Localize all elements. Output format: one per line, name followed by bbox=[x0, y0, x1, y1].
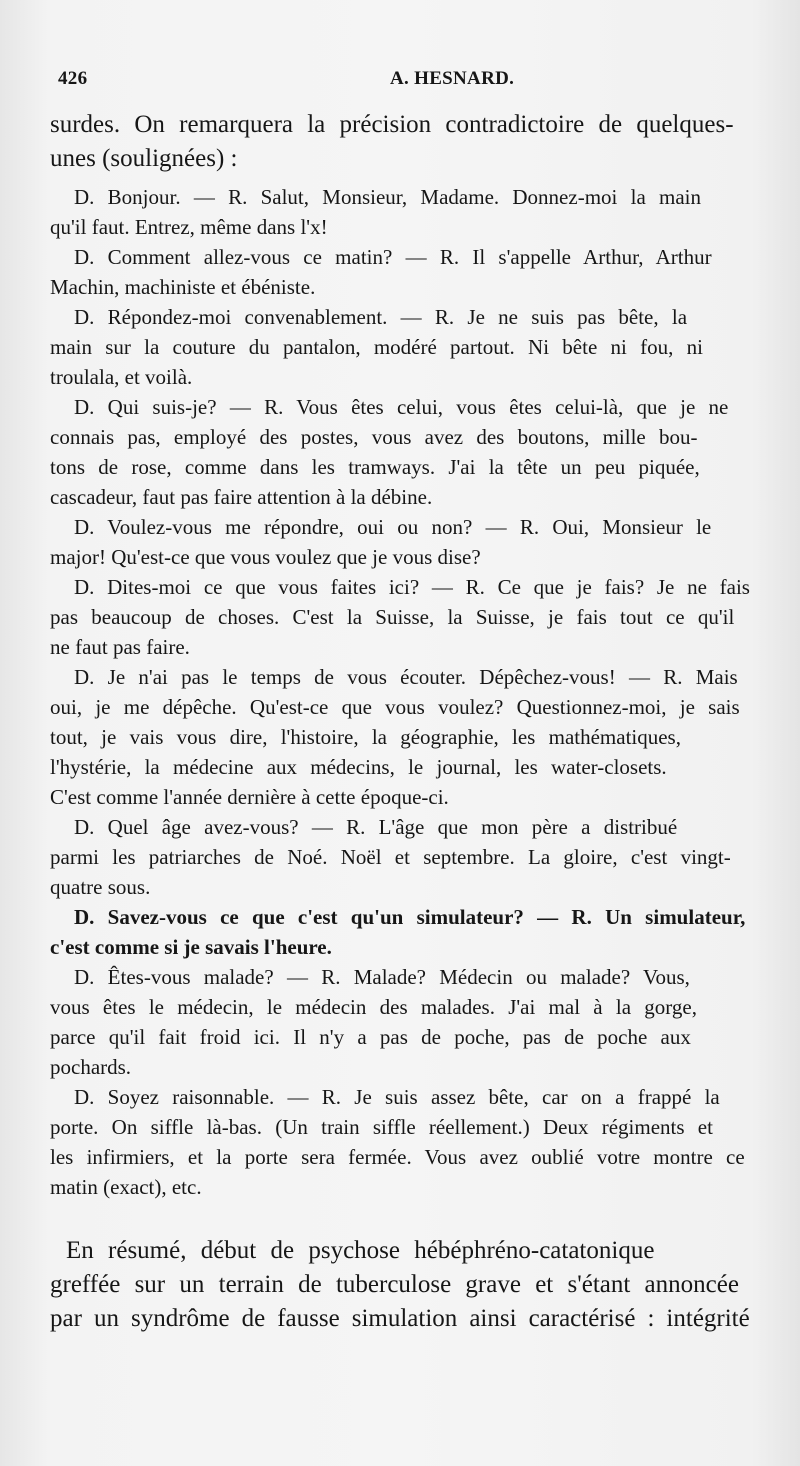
dialogue-line: D. Soyez raisonnable. — R. Je suis assez bête, car on a frappé la bbox=[74, 1085, 720, 1109]
running-head: A. HESNARD. bbox=[390, 68, 515, 89]
summary-line: par un syndrôme de fausse simulation ainsi caractérisé : intégrité bbox=[50, 1305, 750, 1332]
dialogue-line: les infirmiers, et la porte sera fermée. Vous avez oublié votre montre ce bbox=[50, 1145, 745, 1169]
dialogue-line: main sur la couture du pantalon, modéré partout. Ni bête ni fou, ni bbox=[50, 335, 703, 359]
dialogue-line: D. Dites-moi ce que vous faites ici? — R. Ce que je fais? Je ne fais bbox=[74, 575, 750, 599]
dialogue-line: D. Savez-vous ce que c'est qu'un simulateur? — R. Un simulateur, bbox=[74, 905, 746, 929]
dialogue-line: Machin, machiniste et ébéniste. bbox=[50, 275, 316, 299]
dialogue-line: D. Je n'ai pas le temps de vous écouter. Dépêchez-vous! — R. Mais bbox=[74, 665, 738, 689]
dialogue-line: parce qu'il fait froid ici. Il n'y a pas de poche, pas de poche aux bbox=[50, 1025, 691, 1049]
dialogue-line: connais pas, employé des postes, vous avez des boutons, mille bou- bbox=[50, 425, 698, 449]
dialogue-line: cascadeur, faut pas faire attention à la débine. bbox=[50, 485, 433, 509]
dialogue-line: quatre sous. bbox=[50, 875, 151, 899]
dialogue-line: porte. On siffle là-bas. (Un train siffle réellement.) Deux régiments et bbox=[50, 1115, 713, 1139]
dialogue-line: troulala, et voilà. bbox=[50, 365, 193, 389]
dialogue-line: D. Comment allez-vous ce matin? — R. Il s'appelle Arthur, Arthur bbox=[74, 245, 712, 269]
dialogue-line: tons de rose, comme dans les tramways. J'ai la tête un peu piquée, bbox=[50, 455, 700, 479]
dialogue-line: l'hystérie, la médecine aux médecins, le journal, les water-closets. bbox=[50, 755, 667, 779]
dialogue-line: D. Répondez-moi convenablement. — R. Je ne suis pas bête, la bbox=[74, 305, 688, 329]
page-header bbox=[50, 66, 750, 98]
page-number: 426 bbox=[58, 68, 88, 89]
dialogue-line: parmi les patriarches de Noé. Noël et septembre. La gloire, c'est vingt- bbox=[50, 845, 731, 869]
dialogue-line: oui, je me dépêche. Qu'est-ce que vous voulez? Questionnez-moi, je sais bbox=[50, 695, 740, 719]
text-line: unes (soulignées) : bbox=[50, 145, 238, 172]
dialogue-line: vous êtes le médecin, le médecin des malades. J'ai mal à la gorge, bbox=[50, 995, 697, 1019]
dialogue-line: D. Voulez-vous me répondre, oui ou non? — R. Oui, Monsieur le bbox=[74, 515, 712, 539]
dialogue-line: ne faut pas faire. bbox=[50, 635, 190, 659]
dialogue-line: C'est comme l'année dernière à cette époque-ci. bbox=[50, 785, 449, 809]
dialogue-line: pochards. bbox=[50, 1055, 132, 1079]
summary-line: En résumé, début de psychose hébéphréno-catatonique bbox=[66, 1237, 655, 1264]
dialogue-line: tout, je vais vous dire, l'histoire, la géographie, les mathématiques, bbox=[50, 725, 681, 749]
dialogue-line: D. Bonjour. — R. Salut, Monsieur, Madame. Donnez-moi la main bbox=[74, 185, 702, 209]
dialogue-line: qu'il faut. Entrez, même dans l'x! bbox=[50, 215, 328, 239]
dialogue-line: D. Qui suis-je? — R. Vous êtes celui, vous êtes celui-là, que je ne bbox=[74, 395, 729, 419]
dialogue-line: D. Quel âge avez-vous? — R. L'âge que mon père a distribué bbox=[74, 815, 678, 839]
text-line: surdes. On remarquera la précision contradictoire de quelques- bbox=[50, 111, 734, 138]
dialogue-line: D. Êtes-vous malade? — R. Malade? Médecin ou malade? Vous, bbox=[74, 965, 690, 989]
dialogue-line: major! Qu'est-ce que vous voulez que je vous dise? bbox=[50, 545, 481, 569]
dialogue-line: matin (exact), etc. bbox=[50, 1175, 202, 1199]
summary-line: greffée sur un terrain de tuberculose grave et s'étant annoncée bbox=[50, 1271, 739, 1298]
dialogue-line: c'est comme si je savais l'heure. bbox=[50, 935, 332, 959]
dialogue-line: pas beaucoup de choses. C'est la Suisse, la Suisse, je fais tout ce qu'il bbox=[50, 605, 735, 629]
